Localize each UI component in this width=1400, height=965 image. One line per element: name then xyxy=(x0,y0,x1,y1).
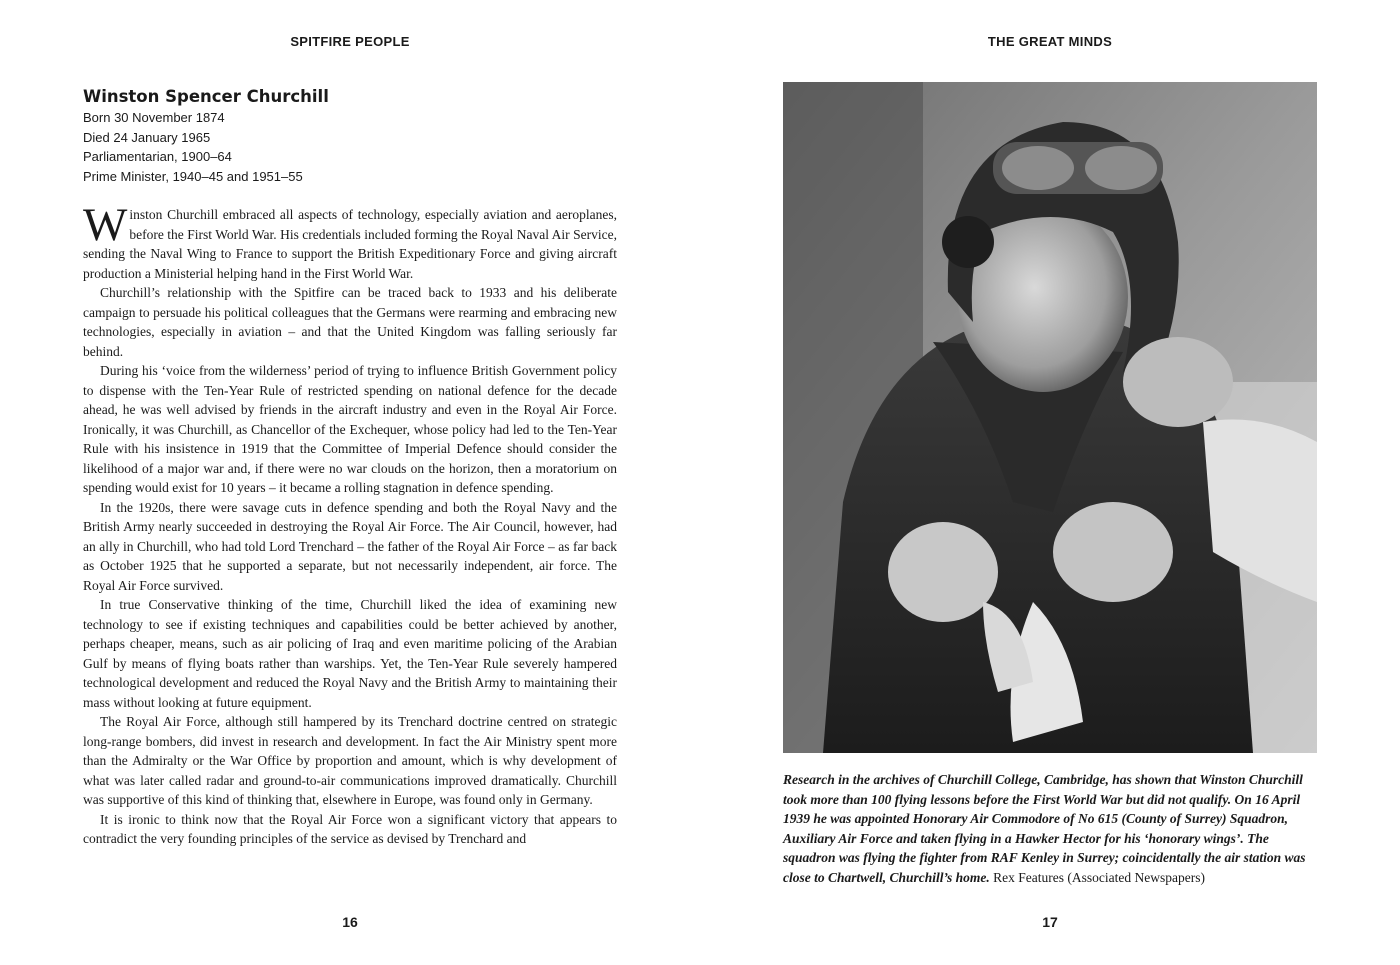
paragraph-7: It is ironic to think now that the Royal Air Force won a significant victory that appears to contradict the very founding principles of the service as devised by Trenchard and xyxy=(83,811,617,846)
paragraph-1-text: inston Churchill embraced all aspects of technology, especially aviation and aeroplanes, before the First World War. His credentials included forming the Royal Naval Air Service, sending the Naval Wing to France to support the British Expeditionary Force and giving aircraft production a Ministerial helping hand in the First World War. xyxy=(83,207,617,281)
paragraph-5: In true Conservative thinking of the time, Churchill liked the idea of examining new technology to see if existing techniques and capabilities could be better achieved by another, perhaps cheaper, means, such as air policing of Iraq and even maritime policing of the Arabian Gulf by means of flying boats rather than warships. Yet, the Ten-Year Rule severely hampered technological development and reduced the Royal Navy and the British Army to maintaining their mass without looking at future equipment. xyxy=(83,597,617,710)
page-number-left: 16 xyxy=(342,914,358,930)
paragraph-1 xyxy=(83,199,617,283)
bio-born: Born 30 November 1874 xyxy=(83,110,225,125)
bio-block xyxy=(83,86,623,186)
running-head-right: THE GREAT MINDS xyxy=(987,34,1113,49)
caption-text: Research in the archives of Churchill College, Cambridge, has shown that Winston Churchill took more than 100 flying lessons before the First World War but did not qualify. On 16 April 1939 he was appointed Honorary Air Commodore of No 615 (County of Surrey) Squadron, Auxiliary Air Force and taken flying in a Hawker Hector for his ‘honorary wings’. The squadron was flying the fighter from RAF Kenley in Surrey; coincidentally the air station was close to Chartwell, Churchill’s home. xyxy=(783,772,1306,885)
paragraph-6: The Royal Air Force, although still hampered by its Trenchard doctrine centred on strategic long-range bombers, did invest in research and development. In fact the Air Ministry spent more than the Admiralty or the War Office by proportion and amount, which is why development of what was later called radar and ground-to-air communications improved dramatically. Churchill was supportive of this kind of thinking that, elsewhere in Europe, was found only in Germany. xyxy=(83,714,617,807)
page-number-right: 17 xyxy=(1042,914,1058,930)
churchill-photograph xyxy=(783,82,1317,753)
right-page xyxy=(700,0,1400,965)
paragraph-4: In the 1920s, there were savage cuts in defence spending and both the Royal Navy and the British Army nearly succeeded in destroying the Royal Air Force. The Air Council, however, had an ally in Churchill, who had told Lord Trenchard – the father of the Royal Air Force – as far back as October 1925 that he supported a separate, but not necessarily independent, air force. The Royal Air Force survived. xyxy=(83,499,617,593)
article-body xyxy=(83,199,617,849)
caption-credit: Rex Features (Associated Newspapers) xyxy=(993,869,1205,885)
bio-died: Died 24 January 1965 xyxy=(83,129,211,145)
photo-caption xyxy=(783,770,1323,887)
bio-role-parliamentarian: Parliamentarian, 1900–64 xyxy=(83,149,232,164)
running-head-left: SPITFIRE PEOPLE xyxy=(290,34,410,49)
paragraph-3: During his ‘voice from the wilderness’ period of trying to influence British Government policy to dispense with the Ten-Year Rule of restricted spending on national defence for the decade ahead, he was well advised by friends in the aircraft industry and even in the Royal Air Force. Ironically, it was Churchill, as Chancellor of the Exchequer, whose policy had led to the Ten-Year Rule with his insistence in 1919 that the Committee of Imperial Defence should consider the likelihood of a major war and, if there were no war clouds on the horizon, then a moratorium on spending would exist for 10 years – it became a rolling stagnation in defence spending. xyxy=(83,363,617,495)
paragraph-2: Churchill’s relationship with the Spitfire can be traced back to 1933 and his deliberate campaign to persuade his political colleagues that the Germans were rearming and embracing new technologies, especially in aviation – and that the United Kingdom was falling seriously far behind. xyxy=(83,285,617,359)
bio-name: Winston Spencer Churchill xyxy=(83,87,329,106)
drop-cap: W xyxy=(83,199,128,251)
bio-role-prime-minister: Prime Minister, 1940–45 and 1951–55 xyxy=(83,168,303,184)
